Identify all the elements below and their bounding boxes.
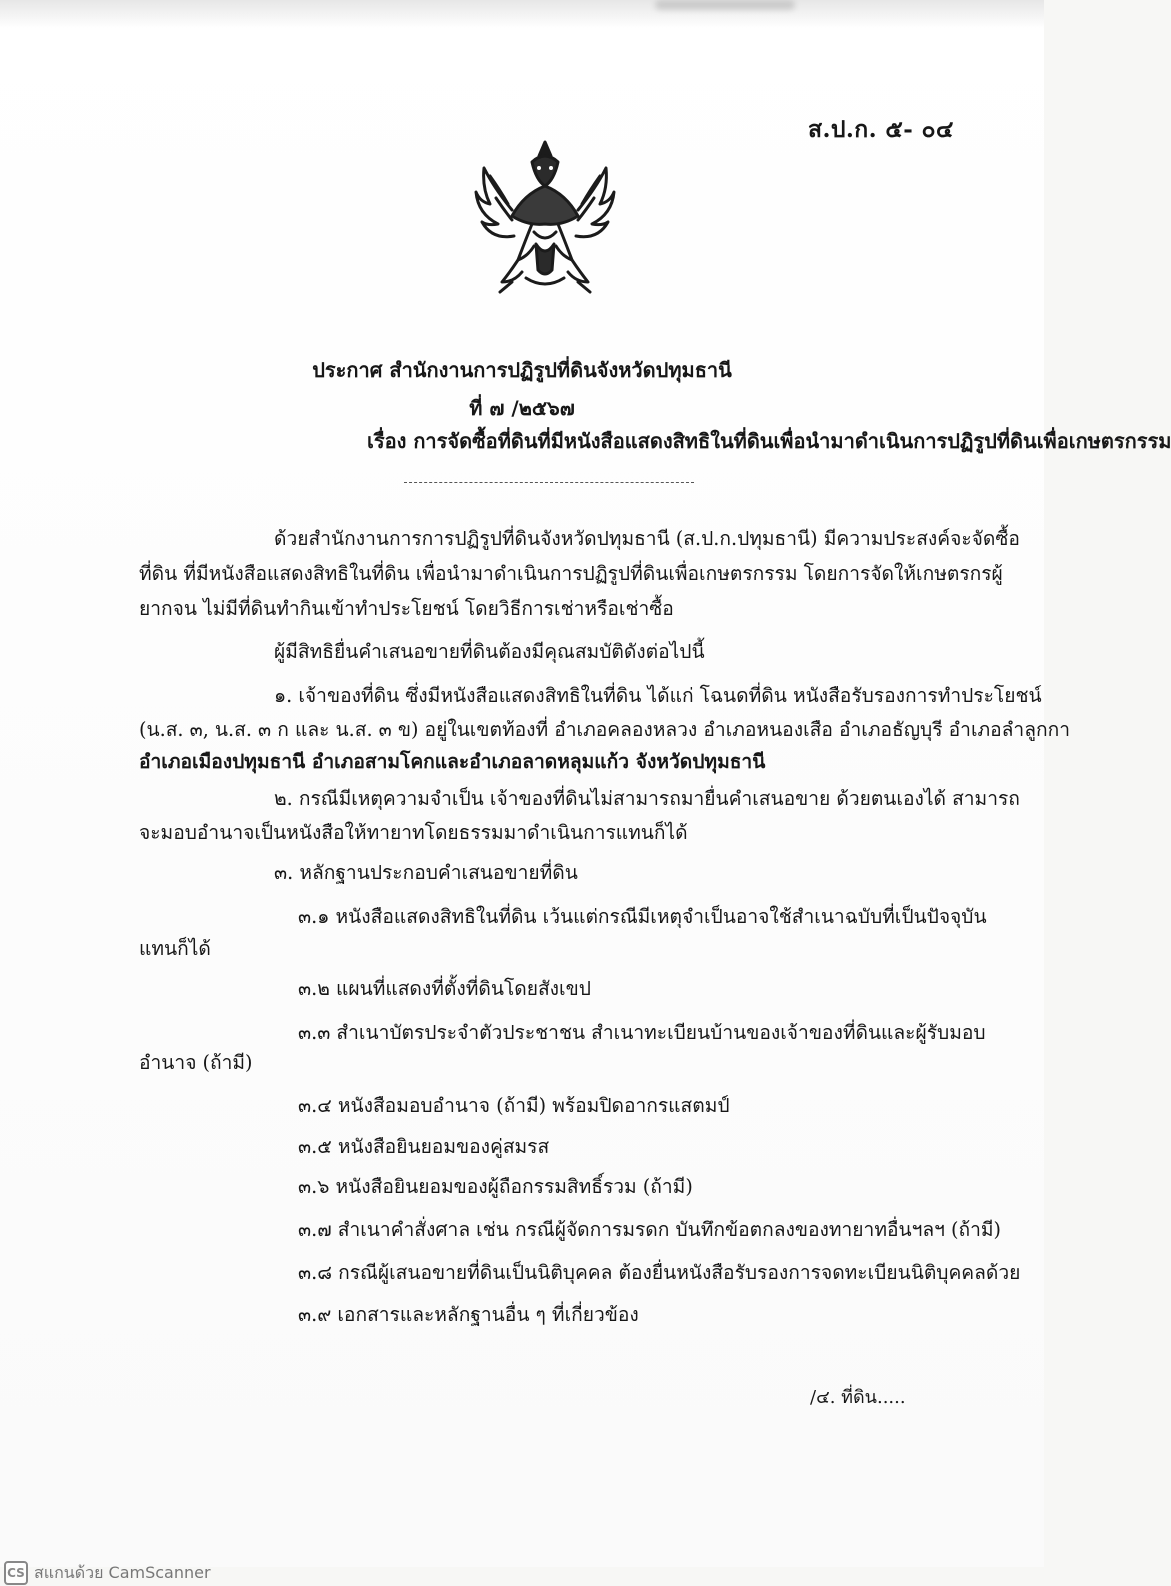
item-3-8: ๓.๘ กรณีผู้เสนอขายที่ดินเป็นนิติบุคคล ต้องยื่นหนังสือรับรองการจดทะเบียนนิติบุคคลด้วย xyxy=(298,1261,1021,1284)
scan-shadow xyxy=(0,0,1044,28)
item-3-4: ๓.๔ หนังสือมอบอำนาจ (ถ้ามี) พร้อมปิดอากรแสตมป์ xyxy=(298,1094,730,1117)
announcement-subject: เรื่อง การจัดซื้อที่ดินที่มีหนังสือแสดงสิทธิในที่ดินเพื่อนำมาดำเนินการปฏิรูปที่ดินเพื่อเกษตรกรรม xyxy=(367,429,1171,453)
scan-streak xyxy=(655,0,795,10)
item-3-9: ๓.๙ เอกสารและหลักฐานอื่น ๆ ที่เกี่ยวข้อง xyxy=(298,1303,639,1326)
announcement-number: ที่ ๗ /๒๕๖๗ xyxy=(469,396,575,420)
item-3-3-line-1: ๓.๓ สำเนาบัตรประจำตัวประชาชน สำเนาทะเบียนบ้านของเจ้าของที่ดินและผู้รับมอบ xyxy=(298,1021,986,1044)
item-1-line-3: อำเภอเมืองปทุมธานี อำเภอสามโคกและอำเภอลาดหลุมแก้ว จังหวัดปทุมธานี xyxy=(139,750,766,773)
intro-line-3: ยากจน ไม่มีที่ดินทำกินเข้าทำประโยชน์ โดยวิธีการเช่าหรือเช่าซื้อ xyxy=(139,597,674,620)
item-3-7: ๓.๗ สำเนาคำสั่งศาล เช่น กรณีผู้จัดการมรดก บันทึกข้อตกลงของทายาทอื่นฯลฯ (ถ้ามี) xyxy=(298,1218,1002,1241)
next-page-marker: /๔. ที่ดิน..... xyxy=(810,1387,906,1408)
item-3-3-line-2: อำนาจ (ถ้ามี) xyxy=(139,1051,253,1074)
title-divider xyxy=(404,482,694,483)
camscanner-logo-icon: CS xyxy=(4,1561,28,1585)
item-3-5: ๓.๕ หนังสือยินยอมของคู่สมรส xyxy=(298,1135,550,1158)
item-1-line-1: ๑. เจ้าของที่ดิน ซึ่งมีหนังสือแสดงสิทธิในที่ดิน ได้แก่ โฉนดที่ดิน หนังสือรับรองการทำประโยชน์ xyxy=(274,684,1042,707)
item-3-1-line-2: แทนก็ได้ xyxy=(139,937,211,960)
announcement-title: ประกาศ สำนักงานการปฏิรูปที่ดินจังหวัดปทุมธานี xyxy=(312,358,732,382)
garuda-emblem-icon xyxy=(474,132,616,297)
document-code: ส.ป.ก. ๕- ๐๔ xyxy=(808,116,954,143)
item-3-2: ๓.๒ แผนที่แสดงที่ตั้งที่ดินโดยสังเขป xyxy=(298,977,591,1000)
intro-line-2: ที่ดิน ที่มีหนังสือแสดงสิทธิในที่ดิน เพื่อนำมาดำเนินการปฏิรูปที่ดินเพื่อเกษตรกรรม โดยการจัดให้เกษตรกรผู้ xyxy=(139,562,1003,585)
intro-line-1: ด้วยสำนักงานการการปฏิรูปที่ดินจังหวัดปทุมธานี (ส.ป.ก.ปทุมธานี) มีความประสงค์จะจัดซื้อ xyxy=(274,527,1020,550)
item-2-line-1: ๒. กรณีมีเหตุความจำเป็น เจ้าของที่ดินไม่สามารถมายื่นคำเสนอขาย ด้วยตนเองได้ สามารถ xyxy=(274,787,1020,810)
item-1-line-2: (น.ส. ๓, น.ส. ๓ ก และ น.ส. ๓ ข) อยู่ในเขตท้องที่ อำเภอคลองหลวง อำเภอหนองเสือ อำเภอธัญบุรี อำเภอลำลูกกา xyxy=(139,718,1070,741)
item-3-6: ๓.๖ หนังสือยินยอมของผู้ถือกรรมสิทธิ์รวม (ถ้ามี) xyxy=(298,1175,693,1198)
item-3-1-line-1: ๓.๑ หนังสือแสดงสิทธิในที่ดิน เว้นแต่กรณีมีเหตุจำเป็นอาจใช้สำเนาฉบับที่เป็นปัจจุบัน xyxy=(298,905,987,928)
item-3-heading: ๓. หลักฐานประกอบคำเสนอขายที่ดิน xyxy=(274,861,578,884)
item-2-line-2: จะมอบอำนาจเป็นหนังสือให้ทายาทโดยธรรมมาดำเนินการแทนก็ได้ xyxy=(139,821,688,844)
camscanner-watermark xyxy=(4,1560,211,1586)
eligibility-line: ผู้มีสิทธิยื่นคำเสนอขายที่ดินต้องมีคุณสมบัติดังต่อไปนี้ xyxy=(274,640,705,663)
camscanner-text: สแกนด้วย CamScanner xyxy=(34,1562,211,1582)
